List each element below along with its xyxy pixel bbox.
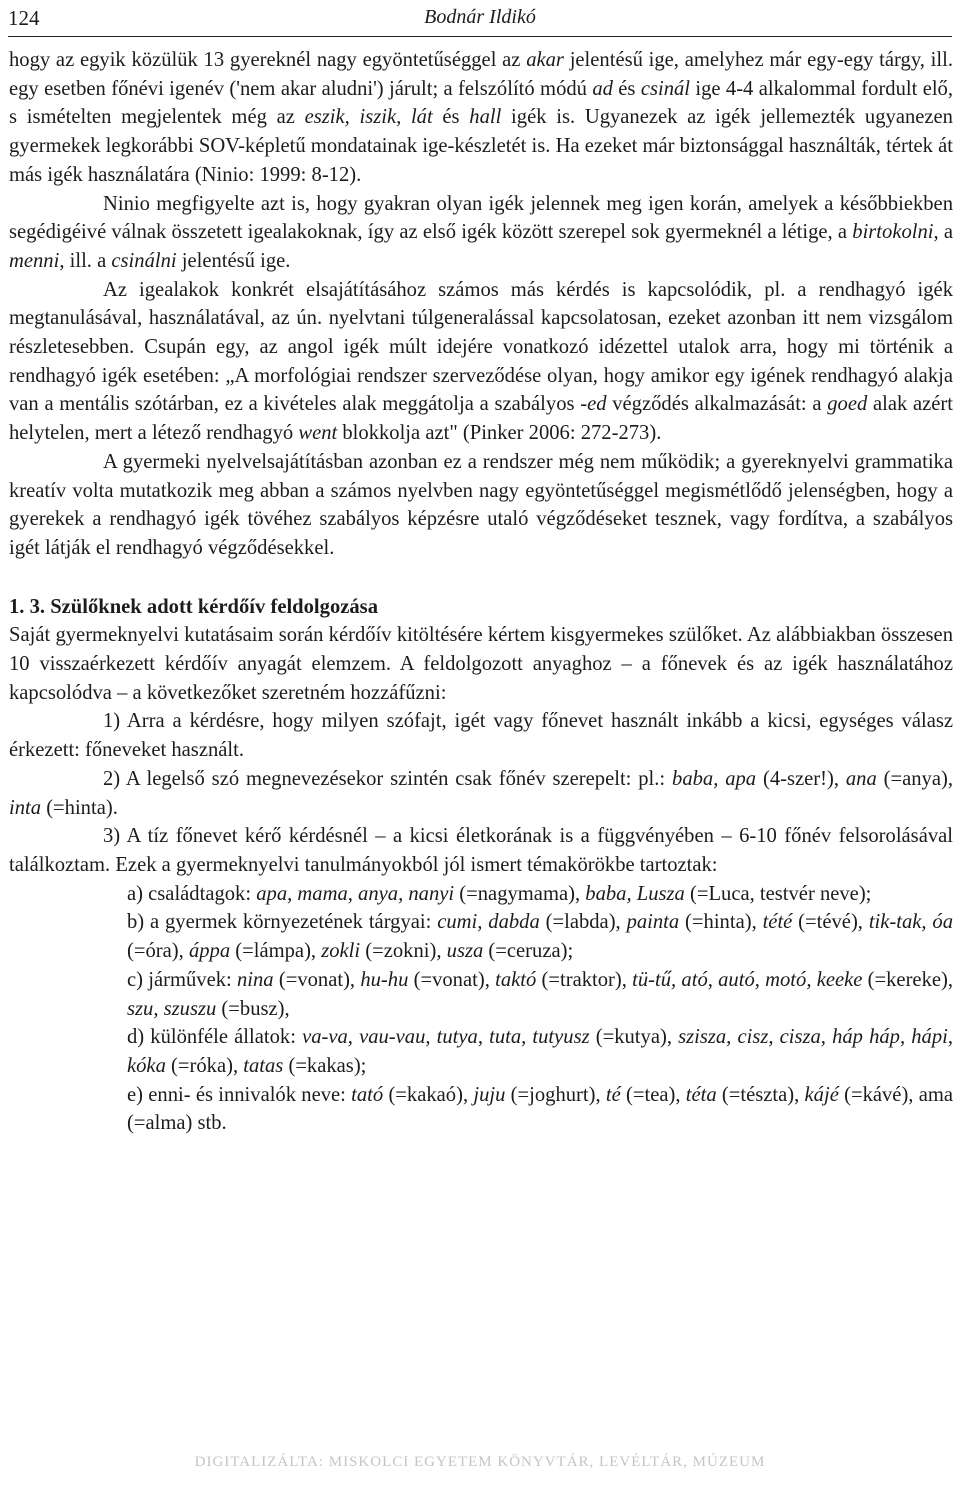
italic-term: tik-tak, óa [868, 911, 954, 934]
italic-term: téta [685, 1083, 717, 1106]
italic-term: hu-hu [360, 968, 409, 991]
italic-term: tété [762, 911, 793, 934]
paragraph: Saját gyermeknyelvi kutatásaim során kérdőív kitöltésére kértem kisgyermekes szülőket. Az alábbiakban összesen 10 visszaérkezett kérdőív anyagát elemzem. A feldolgozott anyaghoz – a főnevek és az igék használatához kapcsolódva – a következőket szeretném hozzáfűzni: [9, 624, 953, 704]
italic-term: baba, Lusza [585, 882, 685, 905]
paragraph: Ninio megfigyelte azt is, hogy gyakran olyan igék jelennek meg igen korán, amelyek a későbbiekben segédigéivé válnak összetett igealakoknak, így az első igék között szerepel sok gyermeknél a létige, a birtokolni, a menni, ill. a csinálni jelentésű ige. [9, 192, 954, 272]
italic-term: goed [827, 393, 868, 416]
list-item: d) különféle állatok: va-va, vau-vau, tutya, tuta, tutyusz (=kutya), szisza, cisz, cisza, háp háp, hápi, kóka (=róka), tatas (=kakas); [127, 1026, 954, 1077]
page-header [8, 4, 952, 34]
italic-term: inta [9, 796, 42, 819]
italic-term: birtokolni [852, 221, 934, 244]
italic-term: painta [626, 911, 680, 934]
italic-term: ad [592, 77, 613, 100]
italic-term: eszik, iszik, lát [304, 106, 433, 129]
italic-term: tató [351, 1083, 384, 1106]
page-body [9, 46, 953, 1138]
paragraph: hogy az egyik közülük 13 gyereknél nagy egyöntetűséggel az akar jelentésű ige, amelyhez már egy-egy tárgy, ill. egy esetben főnévi igenév ('nem akar aludni') járult; a felszólító módú ad és csinál ige 4-4 alkalommal fordult elő, s ismételten megjelentek még az eszik, iszik, lát és hall igék is. Ugyanezek az igék jellemezték ugyanezen gyermekek legkorábbi SOV-képletű mondatainak ige-készletét is. Ha ezeket már biztonsággal használták, tértek át más igék használatára (Ninio: 1999: 8-12). [9, 49, 954, 186]
italic-term: apa, mama, anya, nanyi [256, 882, 455, 905]
italic-term: zokli [321, 940, 361, 963]
list-item: e) enni- és innivalók neve: tató (=kakaó), juju (=joghurt), té (=tea), téta (=tészta), kájé (=kávé), ama (=alma) stb. [127, 1083, 954, 1135]
italic-term: szu, szuszu [127, 997, 217, 1020]
italic-term: nina [236, 968, 274, 991]
italic-term: va-va, vau-vau, tutya, tuta, tutyusz [302, 1026, 590, 1049]
italic-term: hall [469, 106, 502, 129]
italic-term: taktó [495, 968, 537, 991]
paragraph: A gyermeki nyelvelsajátításban azonban ez a rendszer még nem működik; a gyereknyelvi grammatika kreatív volta mutatkozik meg abban a számos nyelvben nagy egyöntetűséggel megismétlődő jelenségben, hogy a gyerekek a rendhagyó igék tövéhez szabályos képzésre utaló végződéseket tesznek, vagy fordítva, a szabályos igét látják el rendhagyó végződésekkel. [9, 450, 953, 559]
numbered-paragraph: 1) Arra a kérdésre, hogy milyen szófajt, igét vagy főnevet használt inkább a kicsi, egységes válasz érkezett: főneveket használt. [9, 710, 953, 762]
list-item: b) a gyermek környezetének tárgyai: cumi, dabda (=labda), painta (=hinta), tété (=tévé), tik-tak, óa (=óra), áppa (=lámpa), zokli (=zokni), usza (=ceruza); [127, 911, 954, 963]
numbered-paragraph: 2) A legelső szó megnevezésekor szintén csak főnév szerepelt: pl.: baba, apa (4-szer!), ana (=anya), inta (=hinta). [9, 767, 953, 819]
italic-term: tatas [243, 1054, 284, 1077]
italic-term: kájé [804, 1083, 839, 1106]
italic-term: té [605, 1083, 621, 1106]
section-heading: 1. 3. Szülőknek adott kérdőív feldolgozása [9, 595, 378, 618]
italic-term: akar [526, 49, 564, 71]
italic-term: menni [9, 249, 60, 272]
italic-term: szisza, cisz, cisza, háp háp, hápi, kóka [127, 1026, 954, 1077]
italic-term: csinál [640, 77, 691, 100]
paragraph: Az igealakok konkrét elsajátításához számos más kérdés is kapcsolódik, pl. a rendhagyó igék megtanulásával, használatával, az ún. nyelvtani túlgeneralással kapcsolatosan, ezeket azonban itt nem vizsgálom részletesebben. Csupán egy, az angol igék múlt idejére vonatkozó idézettel utalok arra, hogy mi történik a rendhagyó igék esetében: „A morfológiai rendszer szerveződése olyan, hogy amikor egy igének rendhagyó alakja van a mentális szótárban, ez a kivételes alak meggátolja a szabályos -ed végződés alkalmazását: a goed alak azért helytelen, mert a létező rendhagyó went blokkolja azt" (Pinker 2006: 272-273). [9, 278, 953, 445]
italic-term: tü-tű, ató, autó, motó, keeke [632, 968, 863, 991]
italic-term: áppa [188, 940, 231, 963]
digitization-footer: DIGITALIZÁLTA: MISKOLCI EGYETEM KÖNYVTÁR, LEVÉLTÁR, MÚZEUM [194, 1454, 766, 1470]
list-item: a) családtagok: apa, mama, anya, nanyi (=nagymama), baba, Lusza (=Luca, testvér neve); [127, 882, 872, 905]
italic-term: baba, apa [672, 767, 757, 790]
italic-term: csinálni [111, 249, 177, 272]
italic-term: cumi, dabda [437, 911, 540, 934]
running-head-author: Bodnár Ildikó [424, 6, 536, 28]
italic-term: went [298, 422, 338, 445]
list-item: c) járművek: nina (=vonat), hu-hu (=vonat), taktó (=traktor), tü-tű, ató, autó, motó, keeke (=kereke), szu, szuszu (=busz), [127, 968, 954, 1020]
italic-term: ana [845, 767, 877, 790]
header-rule [8, 36, 952, 37]
topic-list [9, 880, 953, 1138]
numbered-paragraph: 3) A tíz főnevet kérő kérdésnél – a kicsi életkorának is a függvényében – 6-10 főnév felsorolásával találkoztam. Ezek a gyermeknyelvi tanulmányokból jól ismert témakörökbe tartoztak: [9, 825, 953, 876]
italic-term: usza [446, 940, 484, 963]
italic-term: juju [473, 1083, 506, 1106]
page-number: 124 [8, 6, 40, 30]
italic-term: -ed [580, 393, 607, 416]
